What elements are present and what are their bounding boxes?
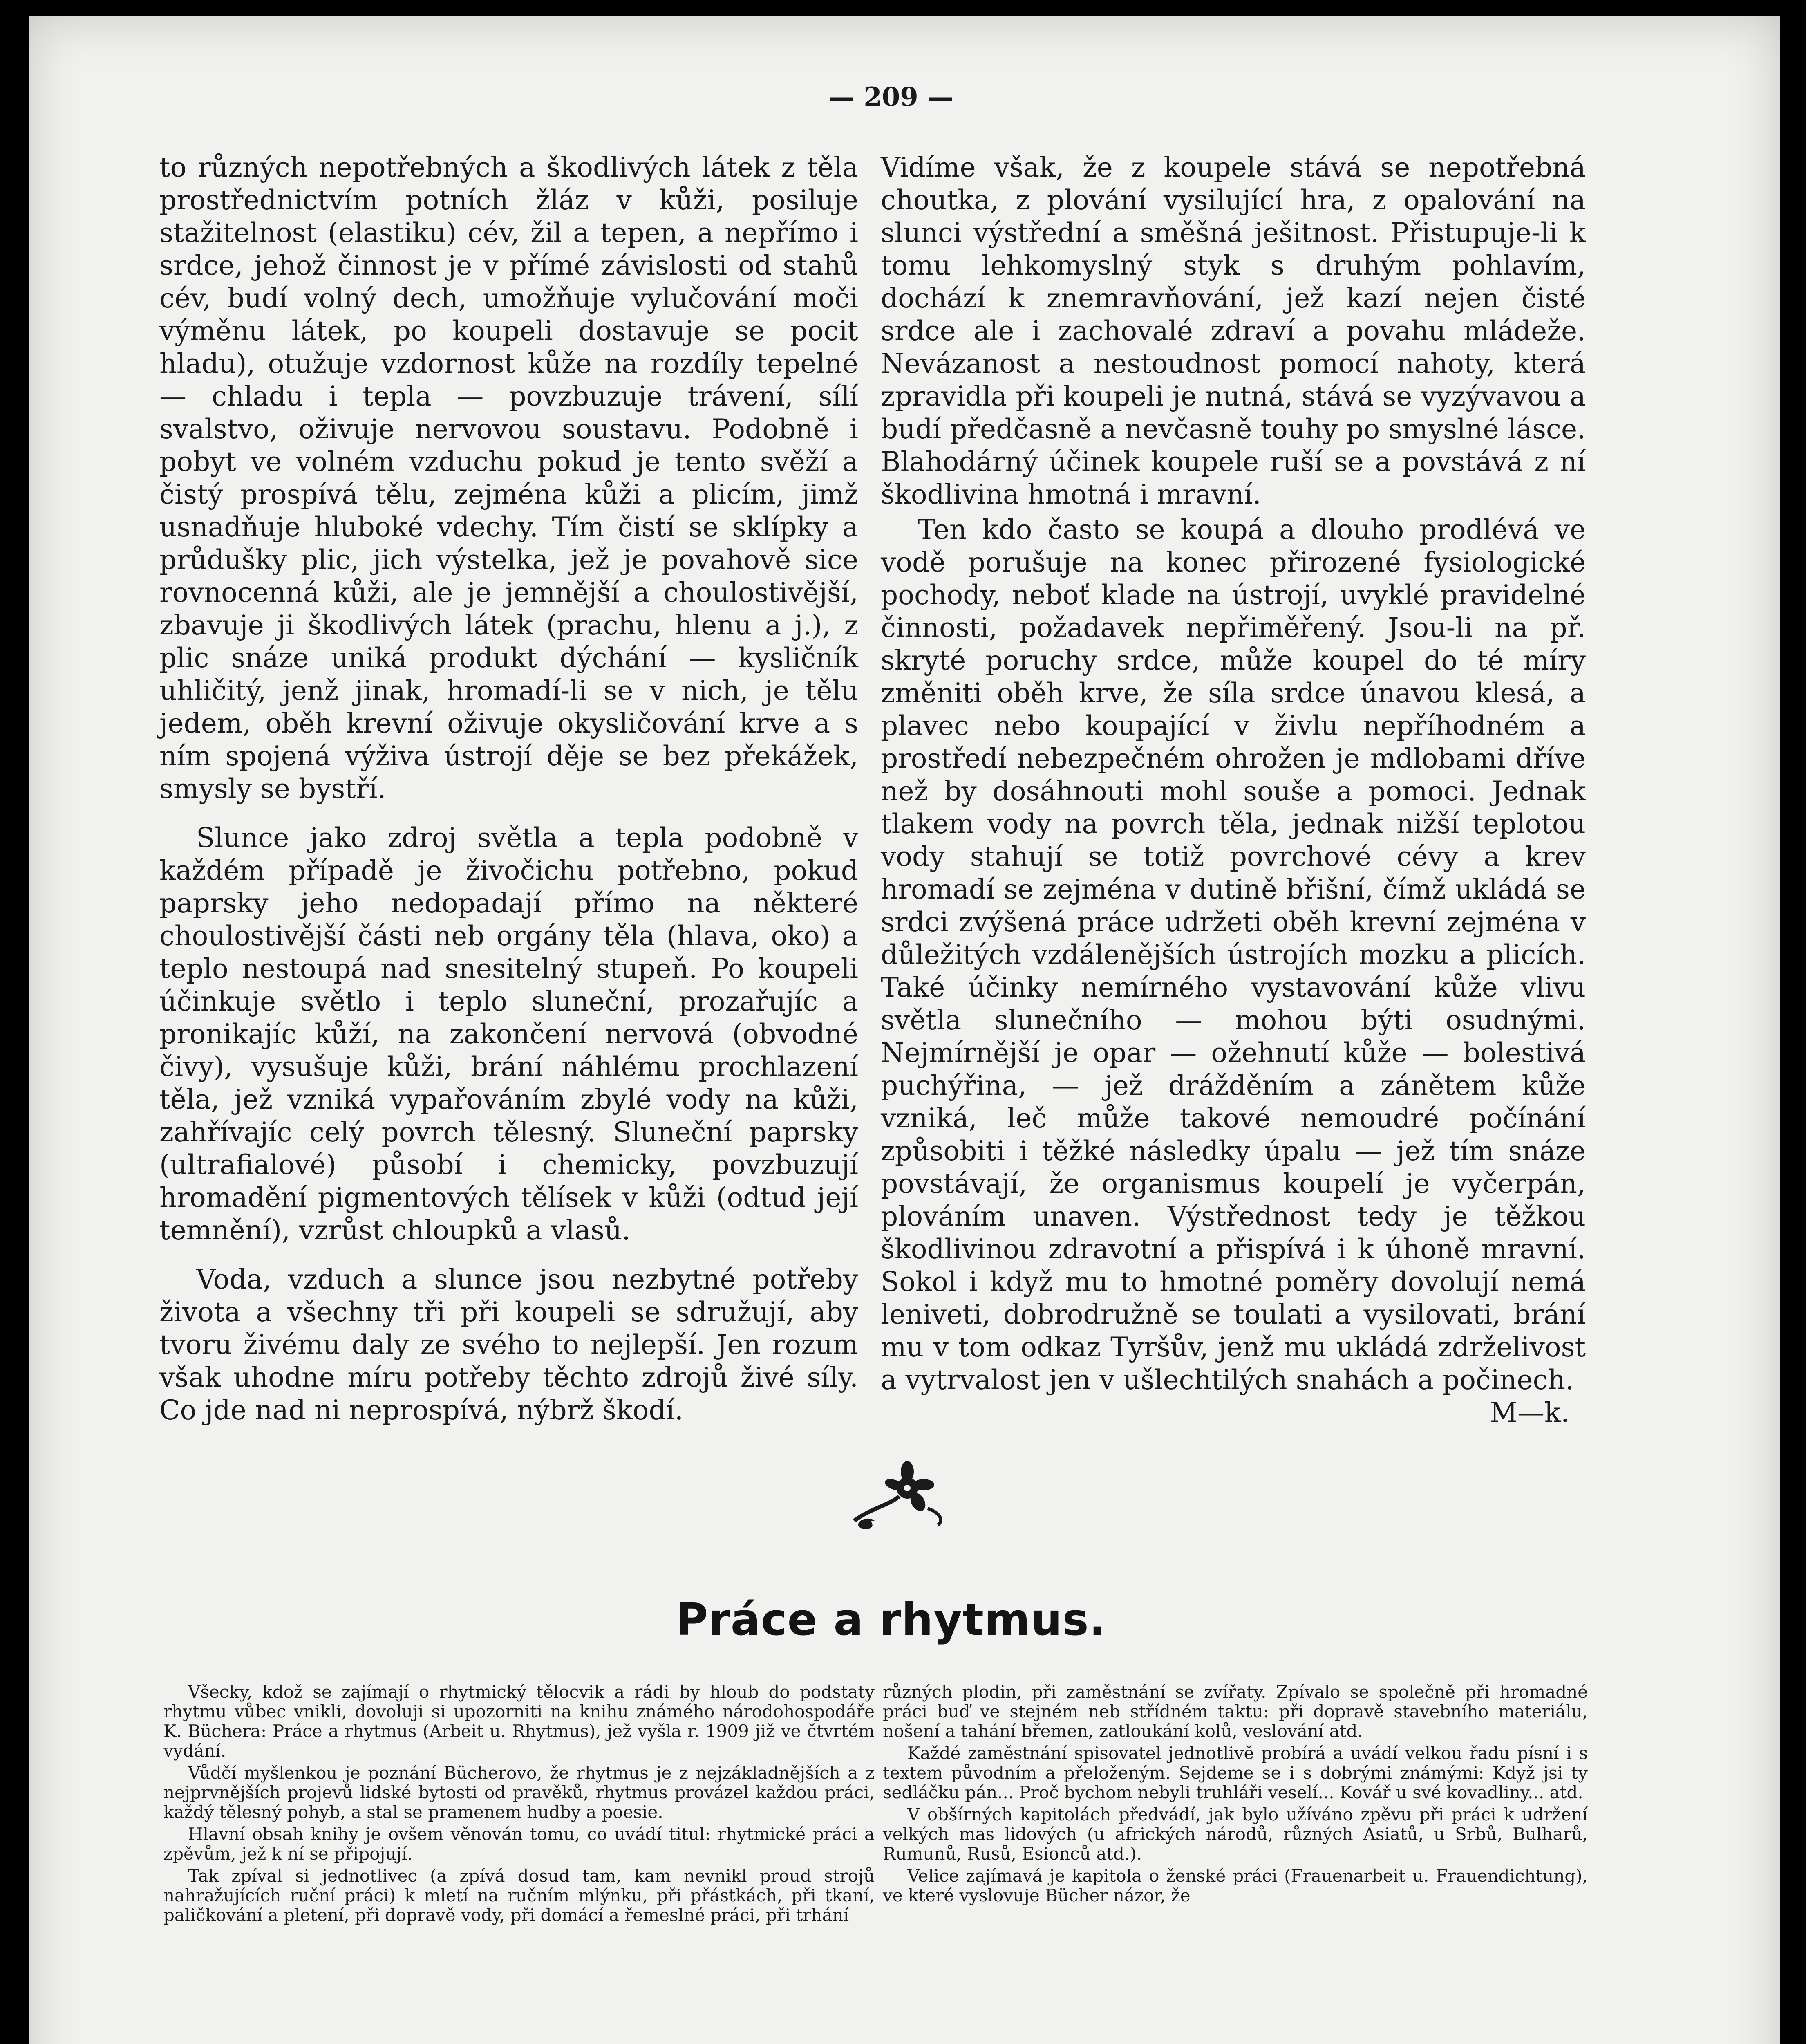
author-signature: M—k. (1490, 1397, 1569, 1428)
paragraph: Vůdčí myšlenkou je poznání Bücherovo, že rhytmus je z nejzákladnějších a z nejprvnějších projevů lidské bytosti od pravěků, rhytmus provázel každou práci, každý tělesný pohyb, a stal se pramenem hudby a poesie. (163, 1763, 875, 1822)
upper-right-column (881, 151, 1586, 1429)
paragraph: Tak zpíval si jednotlivec (a zpívá dosud tam, kam nevnikl proud strojů nahražujících ruční práci) k mletí na ručním mlýnku, při přástkách, při tkaní, paličkování a pletení, při dopravě vody, při domácí a řemeslné práci, při trhání (163, 1866, 875, 1925)
paragraph: Ten kdo často se koupá a dlouho prodlévá ve vodě porušuje na konec přirozené fysiologické pochody, neboť klade na ústrojí, uvyklé pravidelné činnosti, požadavek nepřiměřený. Jsou-li na př. skryté poruchy srdce, může koupel do té míry změniti oběh krve, že síla srdce únavou klesá, a plavec nebo koupající v živlu nepříhodném a prostředí nebezpečném ohrožen je mdlobami dříve než by dosáhnouti mohl souše a pomoci. Jednak tlakem vody na povrch těla, jednak nižší teplotou vody stahují se totiž povrchové cévy a krev hromadí se zejména v dutině břišní, čímž ukládá se srdci zvýšená práce udržeti oběh krevní zejména v důležitých vzdálenějších ústrojích mozku a plicích. Také účinky nemírného vystavování kůže vlivu světla slunečního — mohou býti osudnými. Nejmírnější je opar — ožehnutí kůže — bolestivá puchýřina, — jež drážděním a zánětem kůže vzniká, leč může takové nemoudré počínání způsobiti i těžké následky úpalu — jež tím snáze povstávají, že organismus koupelí je vyčerpán, plováním unaven. Výstřednost tedy je těžkou škodlivinou zdravotní a přispívá i k úhoně mravní. Sokol i když mu to hmotné poměry dovolují nemá leniveti, dobrodružně se toulati a vysilovati, brání mu v tom odkaz Tyršův, jenž mu ukládá zdrželivost a vytrvalost jen v ušlechtilých snahách a počinech. (881, 514, 1586, 1396)
scanned-page (29, 16, 1780, 2044)
paragraph: Hlavní obsah knihy je ovšem věnován tomu, co uvádí titul: rhytmické práci a zpěvům, jež k ní se připojují. (163, 1824, 875, 1864)
floral-ornament-icon (846, 1459, 952, 1533)
page-number: — 209 — (828, 82, 954, 112)
paragraph: Slunce jako zdroj světla a tepla podobně v každém případě je živočichu potřebno, pokud paprsky jeho nedopadají přímo na některé choulostivější části neb orgány těla (hlava, oko) a teplo nestoupá nad snesitelný stupeň. Po koupeli účinkuje světlo i teplo sluneční, prozařujíc a pronikajíc kůží, na zakončení nervová (obvodné čivy), vysušuje kůži, brání náhlému prochlazení těla, jež vzniká vypařováním zbylé vody na kůži, zahřívajíc celý povrch tělesný. Sluneční paprsky (ultrafialové) působí i chemicky, povzbuzují hromadění pigmentových tělísek v kůži (odtud její temnění), vzrůst chloupků a vlasů. (159, 822, 858, 1246)
paragraph: různých plodin, při zaměstnání se zvířaty. Zpívalo se společně při hromadné práci buď ve stejném neb střídném taktu: při dopravě stavebního materiálu, nošení a tahání břemen, zatloukání kolů, veslování atd. (883, 1682, 1588, 1741)
upper-left-column (159, 151, 858, 1427)
lower-right-column (883, 1682, 1588, 1905)
paragraph: Vidíme však, že z koupele stává se nepotřebná choutka, z plování vysilující hra, z opalování na slunci výstřední a směšná ješitnost. Přistupuje-li k tomu lehkomyslný styk s druhým pohlavím, dochází k znemravňování, jež kazí nejen čisté srdce ale i zachovalé zdraví a povahu mládeže. Nevázanost a nestoudnost pomocí nahoty, která zpravidla při koupeli je nutná, stává se vyzývavou a budí předčasně a nevčasně touhy po smyslné lásce. Blahodárný účinek koupele ruší se a povstává z ní škodlivina hmotná i mravní. (881, 152, 1586, 510)
paragraph: Voda, vzduch a slunce jsou nezbytné potřeby života a všechny tři při koupeli se sdružují, aby tvoru živému daly ze svého to nejlepší. Jen rozum však uhodne míru potřeby těchto zdrojů živé síly. Co jde nad ni neprospívá, nýbrž škodí. (159, 1264, 858, 1426)
paragraph: Všecky, kdož se zajímají o rhytmický tělocvik a rádi by hloub do podstaty rhytmu vůbec vnikli, dovoluji si upozorniti na knihu známého národohospodáře K. Büchera: Práce a rhytmus (Arbeit u. Rhytmus), jež vyšla r. 1909 již ve čtvrtém vydání. (163, 1682, 875, 1761)
paragraph: V obšírných kapitolách předvádí, jak bylo užíváno zpěvu při práci k udržení velkých mas lidových (u afrických národů, různých Asiatů, u Srbů, Bulharů, Rumunů, Rusů, Esionců atd.). (883, 1804, 1588, 1864)
paragraph: Každé zaměstnání spisovatel jednotlivě probírá a uvádí velkou řadu písní i s textem původním a přeloženým. Sejdeme se i s dobrými známými: Když jsi ty sedláčku pán... Proč bychom nebyli truhláři veselí... Kovář u své kovadliny... atd. (883, 1743, 1588, 1802)
article-heading: Práce a rhytmus. (676, 1594, 1106, 1645)
paragraph: Velice zajímavá je kapitola o ženské práci (Frauenarbeit u. Frauendichtung), ve které vyslovuje Bücher názor, že (883, 1866, 1588, 1905)
paragraph: to různých nepotřebných a škodlivých látek z těla prostřednictvím potních žláz v kůži, posiluje stažitelnost (elastiku) cév, žil a tepen, a nepřímo i srdce, jehož činnost je v přímé závislosti od stahů cév, budí volný dech, umožňuje vylučování moči výměnu látek, po koupeli dostavuje se pocit hladu), otužuje vzdornost kůže na rozdíly tepelné — chladu i tepla — povzbuzuje trávení, sílí svalstvo, oživuje nervovou soustavu. Podobně i pobyt ve volném vzduchu pokud je tento svěží a čistý prospívá tělu, zejména kůži a plicím, jimž usnadňuje hluboké vdechy. Tím čistí se sklípky a průdušky plic, jich výstelka, jež je povahově sice rovnocenná kůži, ale je jemnější a choulostivější, zbavuje ji škodlivých látek (prachu, hlenu a j.), z plic snáze uniká produkt dýchání — kysličník uhličitý, jenž jinak, hromadí-li se v nich, je tělu jedem, oběh krevní oživuje okysličování krve a s ním spojená výživa ústrojí děje se bez překážek, smysly se bystří. (159, 152, 858, 805)
lower-left-column (163, 1682, 875, 1925)
